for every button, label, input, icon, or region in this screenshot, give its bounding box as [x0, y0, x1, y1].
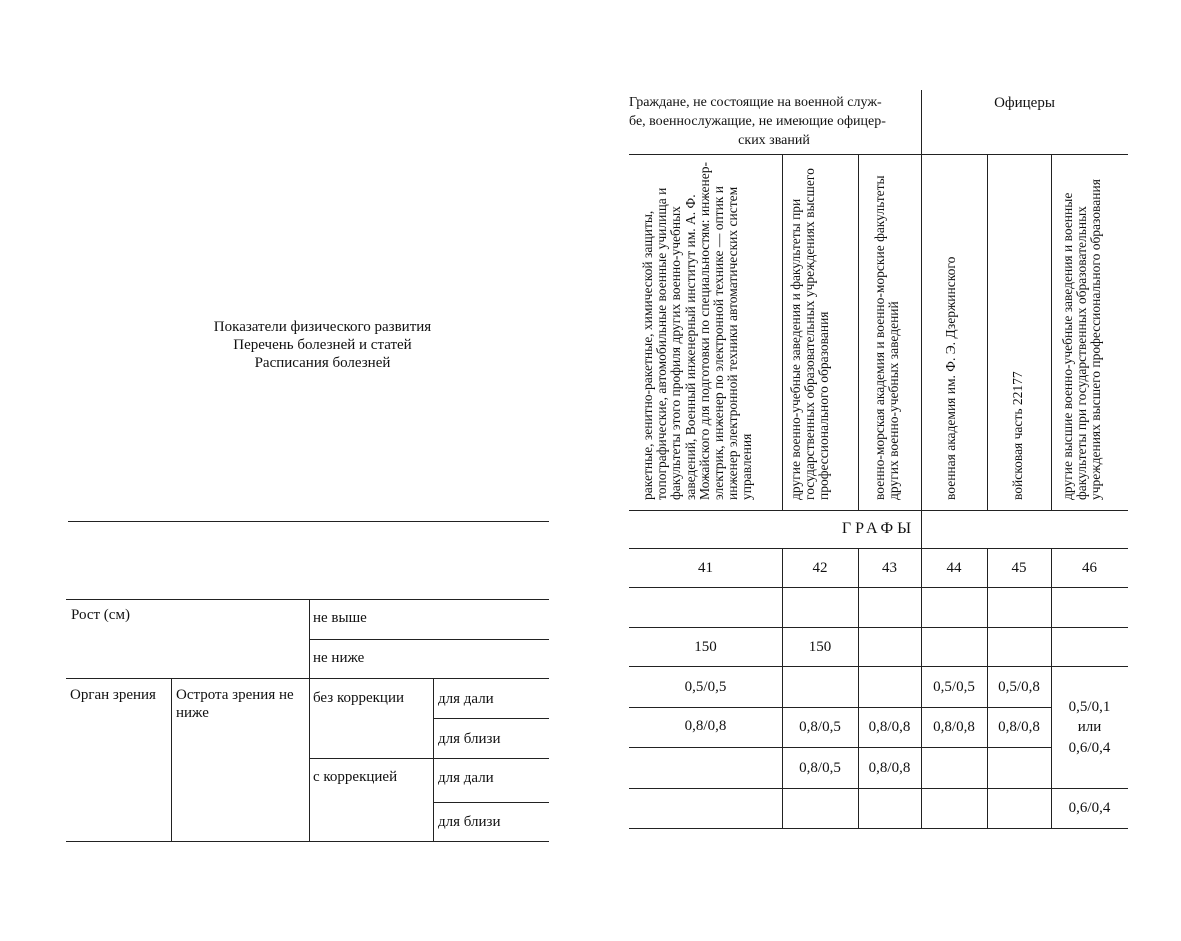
column-header-44: военная академия им. Ф. Э. Дзержинского: [943, 256, 958, 500]
column-divider: [782, 154, 783, 510]
columns-bottom-border: [629, 510, 1128, 511]
height-min-42: 150: [808, 639, 832, 655]
with-correction-label: с коррекцией: [313, 769, 398, 785]
officers-header: Офицеры: [994, 95, 1055, 111]
near-label: для близи: [438, 731, 501, 747]
height-min-41: 150: [694, 639, 717, 655]
column-divider: [171, 678, 172, 841]
column-header-46: другие высшие военно-учебные заведения и военные факультеты при государственных образовательных учреждениях высшего профессионального образования: [1060, 179, 1104, 500]
table-bottom-border: [629, 828, 1128, 829]
row-divider: [629, 747, 1051, 748]
row-divider: [629, 627, 1128, 628]
column-number-44: 44: [946, 560, 962, 576]
row-divider: [309, 639, 549, 640]
row-divider: [66, 678, 549, 679]
row-divider: [629, 707, 1051, 708]
column-header-42: другие военно-учебные заведения и факультеты при государственных образовательных учреждениях высшего профессионального образования: [788, 168, 832, 500]
page-title: [150, 318, 495, 372]
title-line-3: Расписания болезней: [254, 355, 391, 371]
citizens-header-line-3: ских званий: [738, 133, 810, 148]
column-divider: [433, 678, 434, 841]
near-no-corr-44: 0,8/0,8: [933, 719, 975, 735]
col46-value-line-2: или: [1077, 719, 1102, 735]
row-divider: [433, 802, 549, 803]
far-label: для дали: [438, 691, 494, 707]
table-top-border: [66, 599, 549, 600]
far-label: для дали: [438, 770, 494, 786]
column-header-43: военно-морская академия и военно-морские факультеты других военно-учебных заведений: [872, 175, 902, 500]
without-correction-label: без коррекции: [313, 690, 405, 706]
column-divider: [782, 548, 783, 828]
far-corr-42: 0,8/0,5: [799, 760, 841, 776]
col46-value-line-3: 0,6/0,4: [1068, 740, 1111, 756]
far-corr-43: 0,8/0,8: [868, 760, 911, 776]
near-corr-46: 0,6/0,4: [1068, 800, 1111, 816]
column-number-46: 46: [1082, 560, 1097, 576]
column-divider: [987, 154, 988, 510]
column-divider: [1051, 548, 1052, 828]
column-number-43: 43: [882, 560, 897, 576]
column-number-41: 41: [698, 560, 713, 576]
acuity-label-line-2: ниже: [176, 705, 209, 721]
row-divider: [629, 666, 1128, 667]
citizens-header-line-1: Граждане, не состоящие на военной служ-: [629, 95, 882, 110]
near-no-corr-41: 0,8/0,8: [684, 718, 727, 734]
row-divider: [629, 788, 1128, 789]
header-bottom-border: [629, 154, 1128, 155]
near-no-corr-43: 0,8/0,8: [868, 719, 911, 735]
near-no-corr-42: 0,8/0,5: [799, 719, 841, 735]
row-divider: [629, 587, 1128, 588]
far-no-corr-41: 0,5/0,5: [684, 679, 727, 695]
column-header-41: ракетные, зенитно-ракетные, химической защиты, топографические, автомобильные военные училища и факультеты этого профиля других военно-учебных заведений, Военный инженерный институт им. А. Ф. Можайского для подготовки по специальностям: инженер-электрик, инженер по электронной технике — оптик и инженер электронной техники автоматических систем управления: [640, 162, 755, 500]
height-label: Рост (см): [71, 607, 130, 623]
not-lower-label: не ниже: [313, 650, 365, 666]
column-divider: [309, 599, 310, 841]
column-divider: [858, 548, 859, 828]
row-divider: [433, 718, 549, 719]
title-line-2: Перечень болезней и статей: [233, 337, 412, 353]
column-number-42: 42: [812, 560, 828, 576]
column-header-45: войсковая часть 22177: [1010, 371, 1025, 500]
table-bottom-border: [66, 841, 549, 842]
acuity-label-line-1: Острота зрения не: [176, 687, 294, 703]
not-higher-label: не выше: [313, 610, 367, 626]
column-divider: [1051, 154, 1052, 510]
vision-organ-label: Орган зрения: [70, 687, 156, 703]
row-divider: [309, 758, 549, 759]
near-label: для близи: [438, 814, 501, 830]
title-line-1: Показатели физического развития: [213, 319, 432, 335]
near-no-corr-45: 0,8/0,8: [998, 719, 1040, 735]
col46-value-line-1: 0,5/0,1: [1068, 699, 1111, 715]
divider-top: [68, 521, 549, 522]
far-no-corr-44: 0,5/0,5: [933, 679, 975, 695]
citizens-header-line-2: бе, военнослужащие, не имеющие офицер-: [629, 114, 886, 129]
grafy-bottom-border: [629, 548, 1128, 549]
column-divider: [858, 154, 859, 510]
grafy-label: ГРАФЫ: [841, 520, 916, 537]
far-no-corr-45: 0,5/0,8: [998, 679, 1040, 695]
column-number-45: 45: [1011, 560, 1027, 576]
